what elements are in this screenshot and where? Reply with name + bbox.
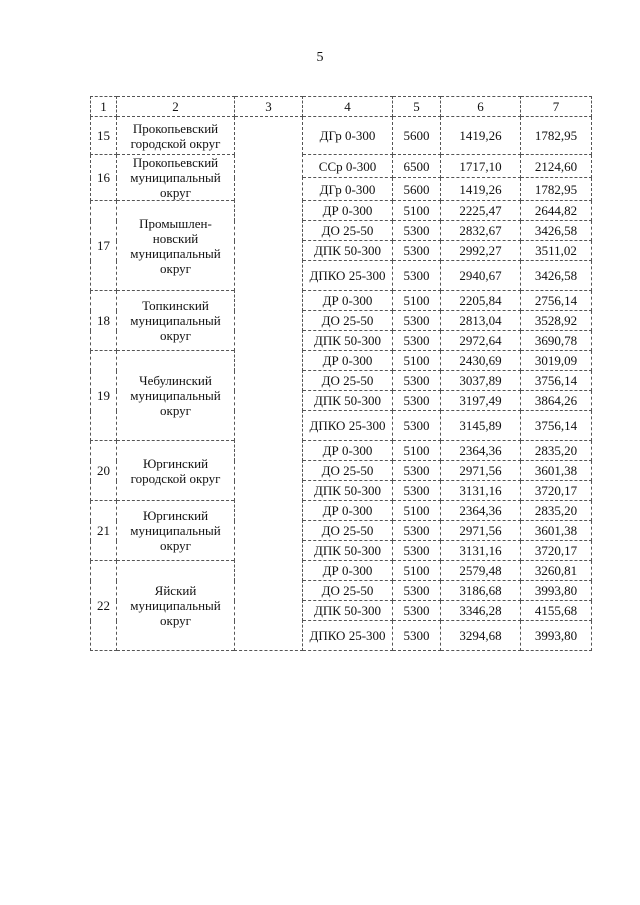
header-col-4: 4 xyxy=(303,97,393,117)
code-cell: 5300 xyxy=(393,581,441,601)
value-7-cell: 3690,78 xyxy=(521,331,592,351)
value-6-cell: 2971,56 xyxy=(441,521,521,541)
value-6-cell: 2579,48 xyxy=(441,561,521,581)
value-7-cell: 2756,14 xyxy=(521,291,592,311)
value-6-cell: 3131,16 xyxy=(441,481,521,501)
value-7-cell: 3528,92 xyxy=(521,311,592,331)
type-cell: ДО 25-50 xyxy=(303,311,393,331)
code-cell: 5100 xyxy=(393,201,441,221)
value-7-cell: 3426,58 xyxy=(521,221,592,241)
code-cell: 5300 xyxy=(393,391,441,411)
header-col-5: 5 xyxy=(393,97,441,117)
table-row xyxy=(91,441,592,461)
value-6-cell: 2992,27 xyxy=(441,241,521,261)
value-6-cell: 2940,67 xyxy=(441,261,521,291)
code-cell: 5100 xyxy=(393,351,441,371)
value-7-cell: 2835,20 xyxy=(521,441,592,461)
municipality-name: Прокопьевский муниципальный округ xyxy=(117,155,235,201)
type-cell: ДПКО 25-300 xyxy=(303,411,393,441)
value-6-cell: 2205,84 xyxy=(441,291,521,311)
value-6-cell: 2364,36 xyxy=(441,441,521,461)
header-col-7: 7 xyxy=(521,97,592,117)
code-cell: 5600 xyxy=(393,178,441,201)
type-cell: ДО 25-50 xyxy=(303,461,393,481)
type-cell: ДГр 0-300 xyxy=(303,178,393,201)
value-6-cell: 2364,36 xyxy=(441,501,521,521)
type-cell: ДПК 50-300 xyxy=(303,481,393,501)
value-6-cell: 1419,26 xyxy=(441,178,521,201)
value-6-cell: 1717,10 xyxy=(441,155,521,178)
type-cell: ДР 0-300 xyxy=(303,441,393,461)
row-number: 15 xyxy=(91,117,117,155)
municipality-name: Топкинский муниципальный округ xyxy=(117,291,235,351)
row-number: 18 xyxy=(91,291,117,351)
table-row xyxy=(91,351,592,371)
row-number: 20 xyxy=(91,441,117,501)
code-cell: 5300 xyxy=(393,331,441,351)
value-7-cell: 2835,20 xyxy=(521,501,592,521)
code-cell: 5300 xyxy=(393,461,441,481)
header-row xyxy=(91,97,592,117)
type-cell: ДО 25-50 xyxy=(303,521,393,541)
code-cell: 6500 xyxy=(393,155,441,178)
type-cell: ДО 25-50 xyxy=(303,221,393,241)
value-7-cell: 4155,68 xyxy=(521,601,592,621)
value-6-cell: 3145,89 xyxy=(441,411,521,441)
type-cell: ДО 25-50 xyxy=(303,581,393,601)
type-cell: ДПК 50-300 xyxy=(303,391,393,411)
value-7-cell: 2124,60 xyxy=(521,155,592,178)
code-cell: 5600 xyxy=(393,117,441,155)
value-7-cell: 3864,26 xyxy=(521,391,592,411)
header-col-6: 6 xyxy=(441,97,521,117)
code-cell: 5300 xyxy=(393,411,441,441)
code-cell: 5100 xyxy=(393,561,441,581)
type-cell: ДР 0-300 xyxy=(303,201,393,221)
code-cell: 5300 xyxy=(393,371,441,391)
value-6-cell: 3294,68 xyxy=(441,621,521,651)
table-row xyxy=(91,501,592,521)
table-row xyxy=(91,117,592,155)
value-6-cell: 2971,56 xyxy=(441,461,521,481)
code-cell: 5300 xyxy=(393,261,441,291)
type-cell: ДГр 0-300 xyxy=(303,117,393,155)
header-col-3: 3 xyxy=(235,97,303,117)
price-table xyxy=(90,96,592,651)
type-cell: ДО 25-50 xyxy=(303,371,393,391)
value-7-cell: 3601,38 xyxy=(521,521,592,541)
value-6-cell: 3197,49 xyxy=(441,391,521,411)
municipality-name: Чебулинский муниципальный округ xyxy=(117,351,235,441)
code-cell: 5300 xyxy=(393,481,441,501)
value-7-cell: 3756,14 xyxy=(521,411,592,441)
value-7-cell: 3993,80 xyxy=(521,621,592,651)
value-6-cell: 2832,67 xyxy=(441,221,521,241)
value-7-cell: 3756,14 xyxy=(521,371,592,391)
value-6-cell: 3186,68 xyxy=(441,581,521,601)
type-cell: ССр 0-300 xyxy=(303,155,393,178)
code-cell: 5300 xyxy=(393,311,441,331)
row-number: 21 xyxy=(91,501,117,561)
value-7-cell: 3260,81 xyxy=(521,561,592,581)
column-3-empty xyxy=(235,117,303,651)
code-cell: 5300 xyxy=(393,241,441,261)
municipality-name: Юргинский городской округ xyxy=(117,441,235,501)
value-6-cell: 1419,26 xyxy=(441,117,521,155)
type-cell: ДПК 50-300 xyxy=(303,601,393,621)
value-6-cell: 3131,16 xyxy=(441,541,521,561)
municipality-name: Юргинский муниципальный округ xyxy=(117,501,235,561)
row-number: 19 xyxy=(91,351,117,441)
value-6-cell: 3037,89 xyxy=(441,371,521,391)
value-6-cell: 2972,64 xyxy=(441,331,521,351)
table-row xyxy=(91,561,592,581)
type-cell: ДР 0-300 xyxy=(303,501,393,521)
value-7-cell: 1782,95 xyxy=(521,178,592,201)
table-row xyxy=(91,291,592,311)
code-cell: 5300 xyxy=(393,601,441,621)
type-cell: ДПКО 25-300 xyxy=(303,261,393,291)
code-cell: 5300 xyxy=(393,521,441,541)
type-cell: ДР 0-300 xyxy=(303,561,393,581)
type-cell: ДР 0-300 xyxy=(303,291,393,311)
value-7-cell: 2644,82 xyxy=(521,201,592,221)
type-cell: ДР 0-300 xyxy=(303,351,393,371)
value-7-cell: 3426,58 xyxy=(521,261,592,291)
code-cell: 5100 xyxy=(393,291,441,311)
code-cell: 5300 xyxy=(393,221,441,241)
value-6-cell: 2430,69 xyxy=(441,351,521,371)
type-cell: ДПК 50-300 xyxy=(303,241,393,261)
value-6-cell: 2813,04 xyxy=(441,311,521,331)
value-6-cell: 3346,28 xyxy=(441,601,521,621)
value-7-cell: 3019,09 xyxy=(521,351,592,371)
type-cell: ДПК 50-300 xyxy=(303,331,393,351)
value-7-cell: 3993,80 xyxy=(521,581,592,601)
municipality-name: Промышлен-новский муниципальный округ xyxy=(117,201,235,291)
value-7-cell: 3720,17 xyxy=(521,541,592,561)
value-7-cell: 1782,95 xyxy=(521,117,592,155)
code-cell: 5300 xyxy=(393,621,441,651)
row-number: 22 xyxy=(91,561,117,651)
value-7-cell: 3511,02 xyxy=(521,241,592,261)
table-row xyxy=(91,155,592,178)
type-cell: ДПКО 25-300 xyxy=(303,621,393,651)
row-number: 17 xyxy=(91,201,117,291)
value-6-cell: 2225,47 xyxy=(441,201,521,221)
municipality-name: Яйский муниципальный округ xyxy=(117,561,235,651)
row-number: 16 xyxy=(91,155,117,201)
code-cell: 5100 xyxy=(393,501,441,521)
code-cell: 5100 xyxy=(393,441,441,461)
page-number: 5 xyxy=(316,50,324,65)
type-cell: ДПК 50-300 xyxy=(303,541,393,561)
table-row xyxy=(91,201,592,221)
code-cell: 5300 xyxy=(393,541,441,561)
municipality-name: Прокопьевский городской округ xyxy=(117,117,235,155)
value-7-cell: 3601,38 xyxy=(521,461,592,481)
header-col-2: 2 xyxy=(117,97,235,117)
value-7-cell: 3720,17 xyxy=(521,481,592,501)
header-col-1: 1 xyxy=(91,97,117,117)
